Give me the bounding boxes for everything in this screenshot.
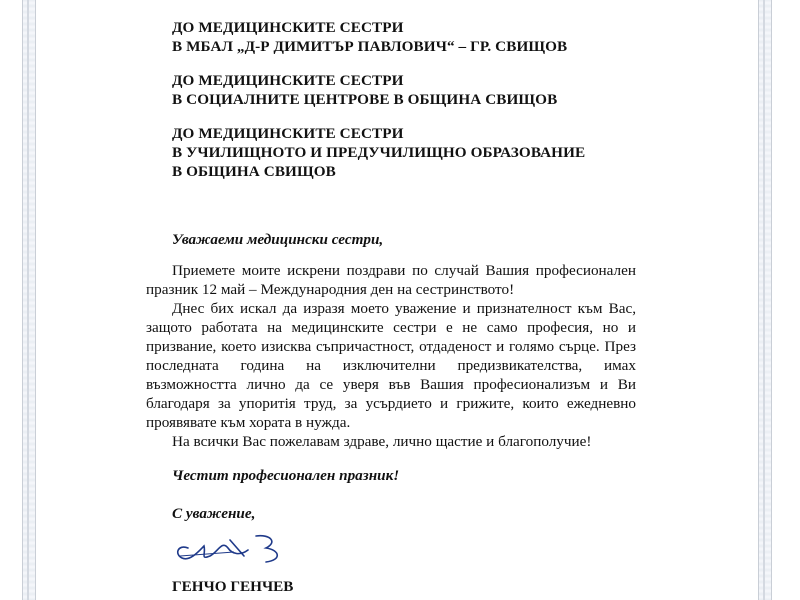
recipient-block-social-centers xyxy=(172,71,636,109)
handwritten-signature xyxy=(170,526,300,566)
recipient-line: В ОБЩИНА СВИЩОВ xyxy=(172,163,336,180)
holiday-wish: Честит професионален празник! xyxy=(172,467,400,484)
recipient-line: ДО МЕДИЦИНСКИТЕ СЕСТРИ xyxy=(172,125,404,142)
greeting: Уважаеми медицински сестри, xyxy=(172,231,384,248)
paragraph: Днес бих искал да изразя моето уважение и признателност към Вас, защото работата на медицинските сестри е не само професия, но и призвание, което изисква съпричастност, отдаденост и голямо сърце. През последната година на изключителни предизвикателства, имах възможността лично да се уверя във Вашия професионализъм и Ви благодаря за упоритія труд, за усърдието и грижите, които ежедневно проявявате към хората в нужда. xyxy=(146,300,636,431)
closing-regards: С уважение, xyxy=(172,505,256,522)
recipient-line: В СОЦИАЛНИТЕ ЦЕНТРОВЕ В ОБЩИНА СВИЩОВ xyxy=(172,91,558,108)
page-border-right xyxy=(758,0,772,600)
recipient-block-education xyxy=(172,124,636,181)
paragraph: Приемете моите искрени поздрави по случай Вашия професионален празник 12 май – Международния ден на сестринството! xyxy=(146,262,636,298)
recipient-line: ДО МЕДИЦИНСКИТЕ СЕСТРИ xyxy=(172,72,404,89)
signer-name: ГЕНЧО ГЕНЧЕВ xyxy=(172,578,294,595)
paragraph: На всички Вас пожелавам здраве, лично щастие и благополучие! xyxy=(172,433,592,450)
recipient-line: ДО МЕДИЦИНСКИТЕ СЕСТРИ xyxy=(172,19,404,36)
page-border-left xyxy=(22,0,36,600)
recipient-line: В УЧИЛИЩНОТО И ПРЕДУЧИЛИЩНО ОБРАЗОВАНИЕ xyxy=(172,144,586,161)
letter-body xyxy=(146,18,636,523)
recipient-block-hospital xyxy=(172,18,636,56)
recipient-line: В МБАЛ „Д-Р ДИМИТЪР ПАВЛОВИЧ“ – ГР. СВИЩОВ xyxy=(172,38,568,55)
